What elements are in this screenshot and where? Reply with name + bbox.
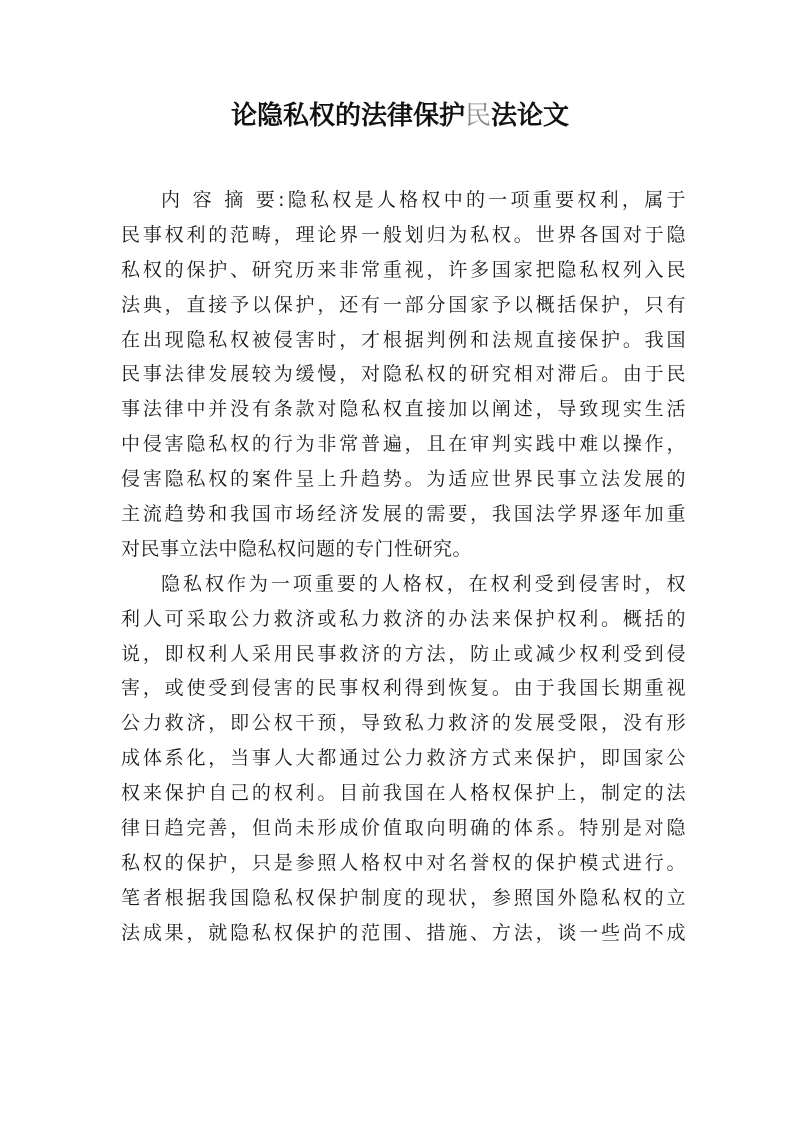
document-body xyxy=(121,183,686,951)
paragraph-2-line-6: 成体系化，当事人大都通过公力救济方式来保护，即国家公 xyxy=(121,747,686,770)
paragraph-2-line-7: 权来保护自己的权利。目前我国在人格权保护上，制定的法 xyxy=(121,782,686,805)
abstract-line-8: 中侵害隐私权的行为非常普遍，且在审判实践中难以操作， xyxy=(121,433,686,456)
paragraph-2-line-10: 笔者根据我国隐私权保护制度的现状，参照国外隐私权的立 xyxy=(121,886,686,909)
paragraph-2-line-2: 利人可采取公力救济或私力救济的办法来保护权利。概括的 xyxy=(121,607,686,630)
paragraph-2-line-9: 私权的保护，只是参照人格权中对名誉权的保护模式进行。 xyxy=(121,851,686,874)
abstract-line-10: 主流趋势和我国市场经济发展的需要，我国法学界逐年加重 xyxy=(121,503,686,526)
paragraph-2-line-11: 法成果，就隐私权保护的范围、措施、方法，谈一些尚不成 xyxy=(121,921,686,944)
title-watermark-char: 民 xyxy=(464,101,491,131)
abstract-line-4: 法典，直接予以保护，还有一部分国家予以概括保护，只有 xyxy=(121,293,686,316)
abstract-line-3: 私权的保护、研究历来非常重视，许多国家把隐私权列入民 xyxy=(121,258,686,281)
abstract-line-7: 事法律中并没有条款对隐私权直接加以阐述，导致现实生活 xyxy=(121,398,686,421)
abstract-line-9: 侵害隐私权的案件呈上升趋势。为适应世界民事立法发展的 xyxy=(121,468,686,491)
paragraph-2-line-1: 隐私权作为一项重要的人格权，在权利受到侵害时，权 xyxy=(161,572,686,595)
paragraph-2-line-3: 说，即权利人采用民事救济的方法，防止或减少权利受到侵 xyxy=(121,642,686,665)
document-title xyxy=(0,96,800,136)
abstract-line-11: 对民事立法中隐私权问题的专门性研究。 xyxy=(121,537,473,560)
title-text-part1: 论隐私权的法律保护 xyxy=(230,101,465,131)
paragraph-2-line-5: 公力救济，即公权干预，导致私力救济的发展受限，没有形 xyxy=(121,712,686,735)
paragraph-2-line-8: 律日趋完善，但尚未形成价值取向明确的体系。特别是对隐 xyxy=(121,817,686,840)
abstract-line-2: 民事权利的范畴，理论界一般划归为私权。世界各国对于隐 xyxy=(121,223,686,246)
paragraph-2-line-4: 害，或使受到侵害的民事权利得到恢复。由于我国长期重视 xyxy=(121,677,686,700)
abstract-line-1: 内 容 摘 要:隐私权是人格权中的一项重要权利，属于 xyxy=(161,189,686,211)
abstract-line-6: 民事法律发展较为缓慢，对隐私权的研究相对滞后。由于民 xyxy=(121,363,686,386)
abstract-line-5: 在出现隐私权被侵害时，才根据判例和法规直接保护。我国 xyxy=(121,328,686,351)
title-text-part2: 法论文 xyxy=(491,101,570,131)
